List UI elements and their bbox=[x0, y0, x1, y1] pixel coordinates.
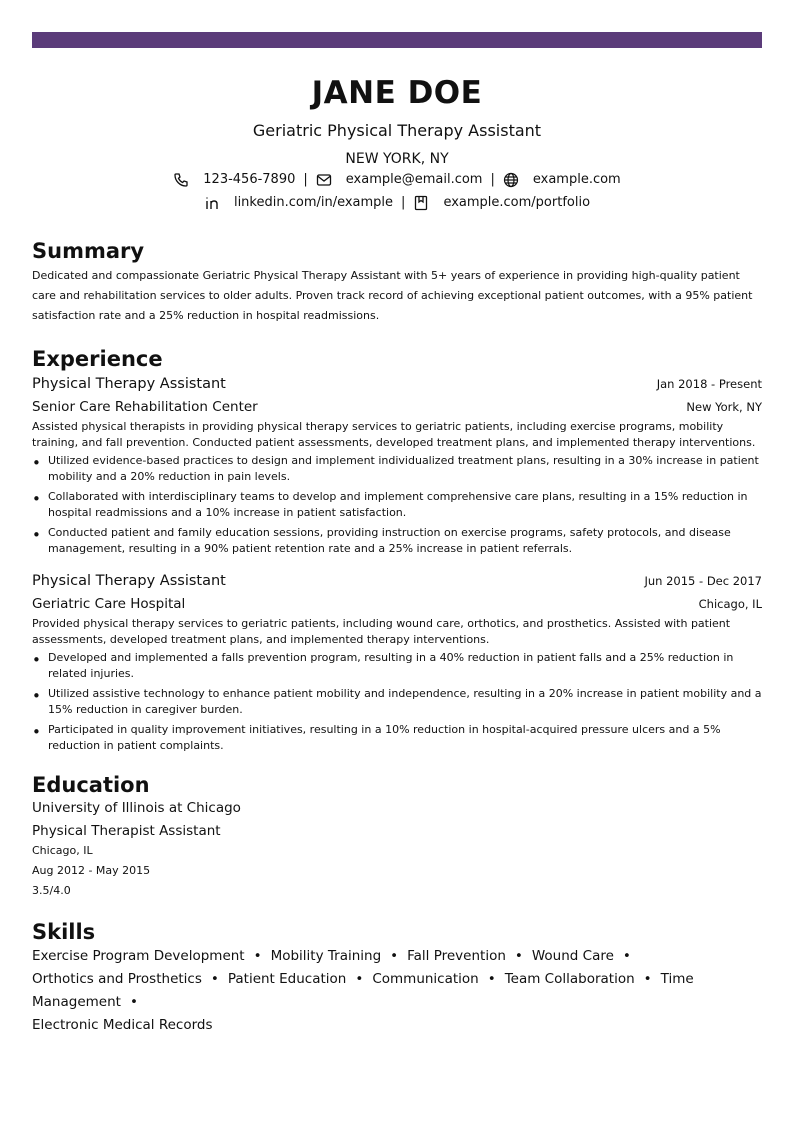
skill-item: Orthotics and Prosthetics bbox=[32, 971, 202, 987]
job-entry bbox=[32, 571, 762, 754]
separator: | bbox=[490, 172, 495, 187]
phone-icon bbox=[173, 172, 189, 188]
skill-item: Time Management bbox=[32, 971, 694, 1010]
achievement-item: • Conducted patient and family education sessions, providing instruction on exercise programs, safety protocols, and disease management, resulting in a 90% patient retention rate and a 25% increase in patient referrals. bbox=[32, 525, 762, 557]
skill-separator: • bbox=[355, 971, 364, 987]
achievement-item: • Utilized assistive technology to enhance patient mobility and independence, resulting in a 20% increase in patient mobility and a 15% reduction in caregiver burden. bbox=[32, 686, 762, 718]
linkedin-link[interactable]: linkedin.com/in/example bbox=[233, 195, 394, 210]
achievement-item: • Collaborated with interdisciplinary teams to develop and implement comprehensive care plans, resulting in a 15% reduction in hospital readmissions and a 10% increase in patient satisfaction. bbox=[32, 489, 762, 521]
skill-item: Exercise Program Development bbox=[32, 948, 245, 964]
email-link[interactable]: example@email.com bbox=[345, 172, 483, 187]
skill-item: Fall Prevention bbox=[407, 948, 506, 964]
job-location: New York, NY bbox=[686, 400, 762, 414]
skill-separator: • bbox=[210, 971, 219, 987]
globe-icon bbox=[503, 172, 519, 188]
skills-heading: Skills bbox=[32, 920, 96, 944]
company-name: Geriatric Care Hospital bbox=[32, 596, 186, 612]
experience-section bbox=[32, 346, 762, 754]
achievement-item: • Participated in quality improvement initiatives, resulting in a 10% reduction in hospital-acquired pressure ulcers and a 5% reduction in patient complaints. bbox=[32, 722, 762, 754]
separator: | bbox=[303, 172, 308, 187]
contact-line-1 bbox=[32, 171, 762, 189]
school-name: University of Illinois at Chicago bbox=[32, 800, 241, 816]
school-location: Chicago, IL bbox=[32, 844, 93, 857]
degree-name: Physical Therapist Assistant bbox=[32, 823, 221, 839]
job-title: Physical Therapy Assistant bbox=[32, 573, 226, 589]
skill-separator: • bbox=[129, 994, 138, 1010]
skill-separator: • bbox=[514, 948, 523, 964]
job-dates: Jan 2018 - Present bbox=[656, 377, 762, 391]
separator: | bbox=[401, 195, 406, 210]
achievement-list bbox=[32, 650, 762, 754]
skills-section bbox=[32, 919, 762, 1037]
contact-line-2 bbox=[32, 194, 762, 212]
skills-line bbox=[32, 968, 762, 1014]
skill-item: Mobility Training bbox=[270, 948, 382, 964]
company-name: Senior Care Rehabilitation Center bbox=[32, 399, 258, 415]
skills-line bbox=[32, 945, 762, 968]
skill-separator: • bbox=[622, 948, 631, 964]
job-description: Provided physical therapy services to geriatric patients, including wound care, orthotics, and prosthetics. Assisted with patient assessments, developed treatment plans, and implemented therapy interventions. bbox=[32, 617, 731, 646]
education-heading: Education bbox=[32, 773, 150, 797]
job-entry bbox=[32, 374, 762, 557]
summary-heading: Summary bbox=[32, 239, 145, 263]
education-dates: Aug 2012 - May 2015 bbox=[32, 864, 151, 877]
education-section bbox=[32, 772, 762, 901]
experience-heading: Experience bbox=[32, 347, 163, 371]
skill-item: Patient Education bbox=[227, 971, 347, 987]
skills-line bbox=[32, 1014, 762, 1037]
skill-separator: • bbox=[253, 948, 262, 964]
skill-item: Wound Care bbox=[531, 948, 614, 964]
email-icon bbox=[316, 172, 332, 188]
achievement-item: • Utilized evidence-based practices to design and implement individualized treatment plans, resulting in a 30% increase in patient mobility and a 20% reduction in pain levels. bbox=[32, 453, 762, 485]
skill-separator: • bbox=[487, 971, 496, 987]
linkedin-icon bbox=[204, 195, 220, 211]
gpa: 3.5/4.0 bbox=[32, 884, 71, 897]
skill-separator: • bbox=[390, 948, 399, 964]
job-description: Assisted physical therapists in providing physical therapy services to geriatric patients, including exercise programs, mobility training, and fall prevention. Conducted patient assessments, developed treatment plans, and implemented therapy interventions. bbox=[32, 420, 756, 449]
summary-section bbox=[32, 238, 762, 326]
job-location: Chicago, IL bbox=[698, 597, 762, 611]
resume-page bbox=[32, 74, 762, 1037]
skill-item: Team Collaboration bbox=[504, 971, 635, 987]
skill-item: Communication bbox=[372, 971, 479, 987]
portfolio-link[interactable]: example.com/portfolio bbox=[443, 195, 591, 210]
skill-item: Electronic Medical Records bbox=[32, 1017, 213, 1033]
job-dates: Jun 2015 - Dec 2017 bbox=[644, 574, 762, 588]
website-link[interactable]: example.com bbox=[532, 172, 621, 187]
portfolio-icon bbox=[413, 195, 429, 211]
skill-separator: • bbox=[643, 971, 652, 987]
accent-bar bbox=[32, 32, 762, 48]
job-headline: Geriatric Physical Therapy Assistant bbox=[252, 121, 542, 140]
phone-number[interactable]: 123-456-7890 bbox=[203, 172, 296, 187]
job-title: Physical Therapy Assistant bbox=[32, 376, 226, 392]
achievement-item: • Developed and implemented a falls prevention program, resulting in a 40% reduction in patient falls and a 25% reduction in related injuries. bbox=[32, 650, 762, 682]
candidate-location: NEW YORK, NY bbox=[345, 151, 449, 167]
summary-text: Dedicated and compassionate Geriatric Physical Therapy Assistant with 5+ years of experience in providing high-quality patient care and rehabilitation services to older adults. Proven track record of achieving exceptional patient outcomes, with a 95% patient satisfaction rate and a 25% reduction in hospital readmissions. bbox=[32, 269, 753, 322]
candidate-name: JANE DOE bbox=[311, 75, 483, 111]
achievement-list bbox=[32, 453, 762, 557]
skills-list bbox=[32, 945, 762, 1037]
